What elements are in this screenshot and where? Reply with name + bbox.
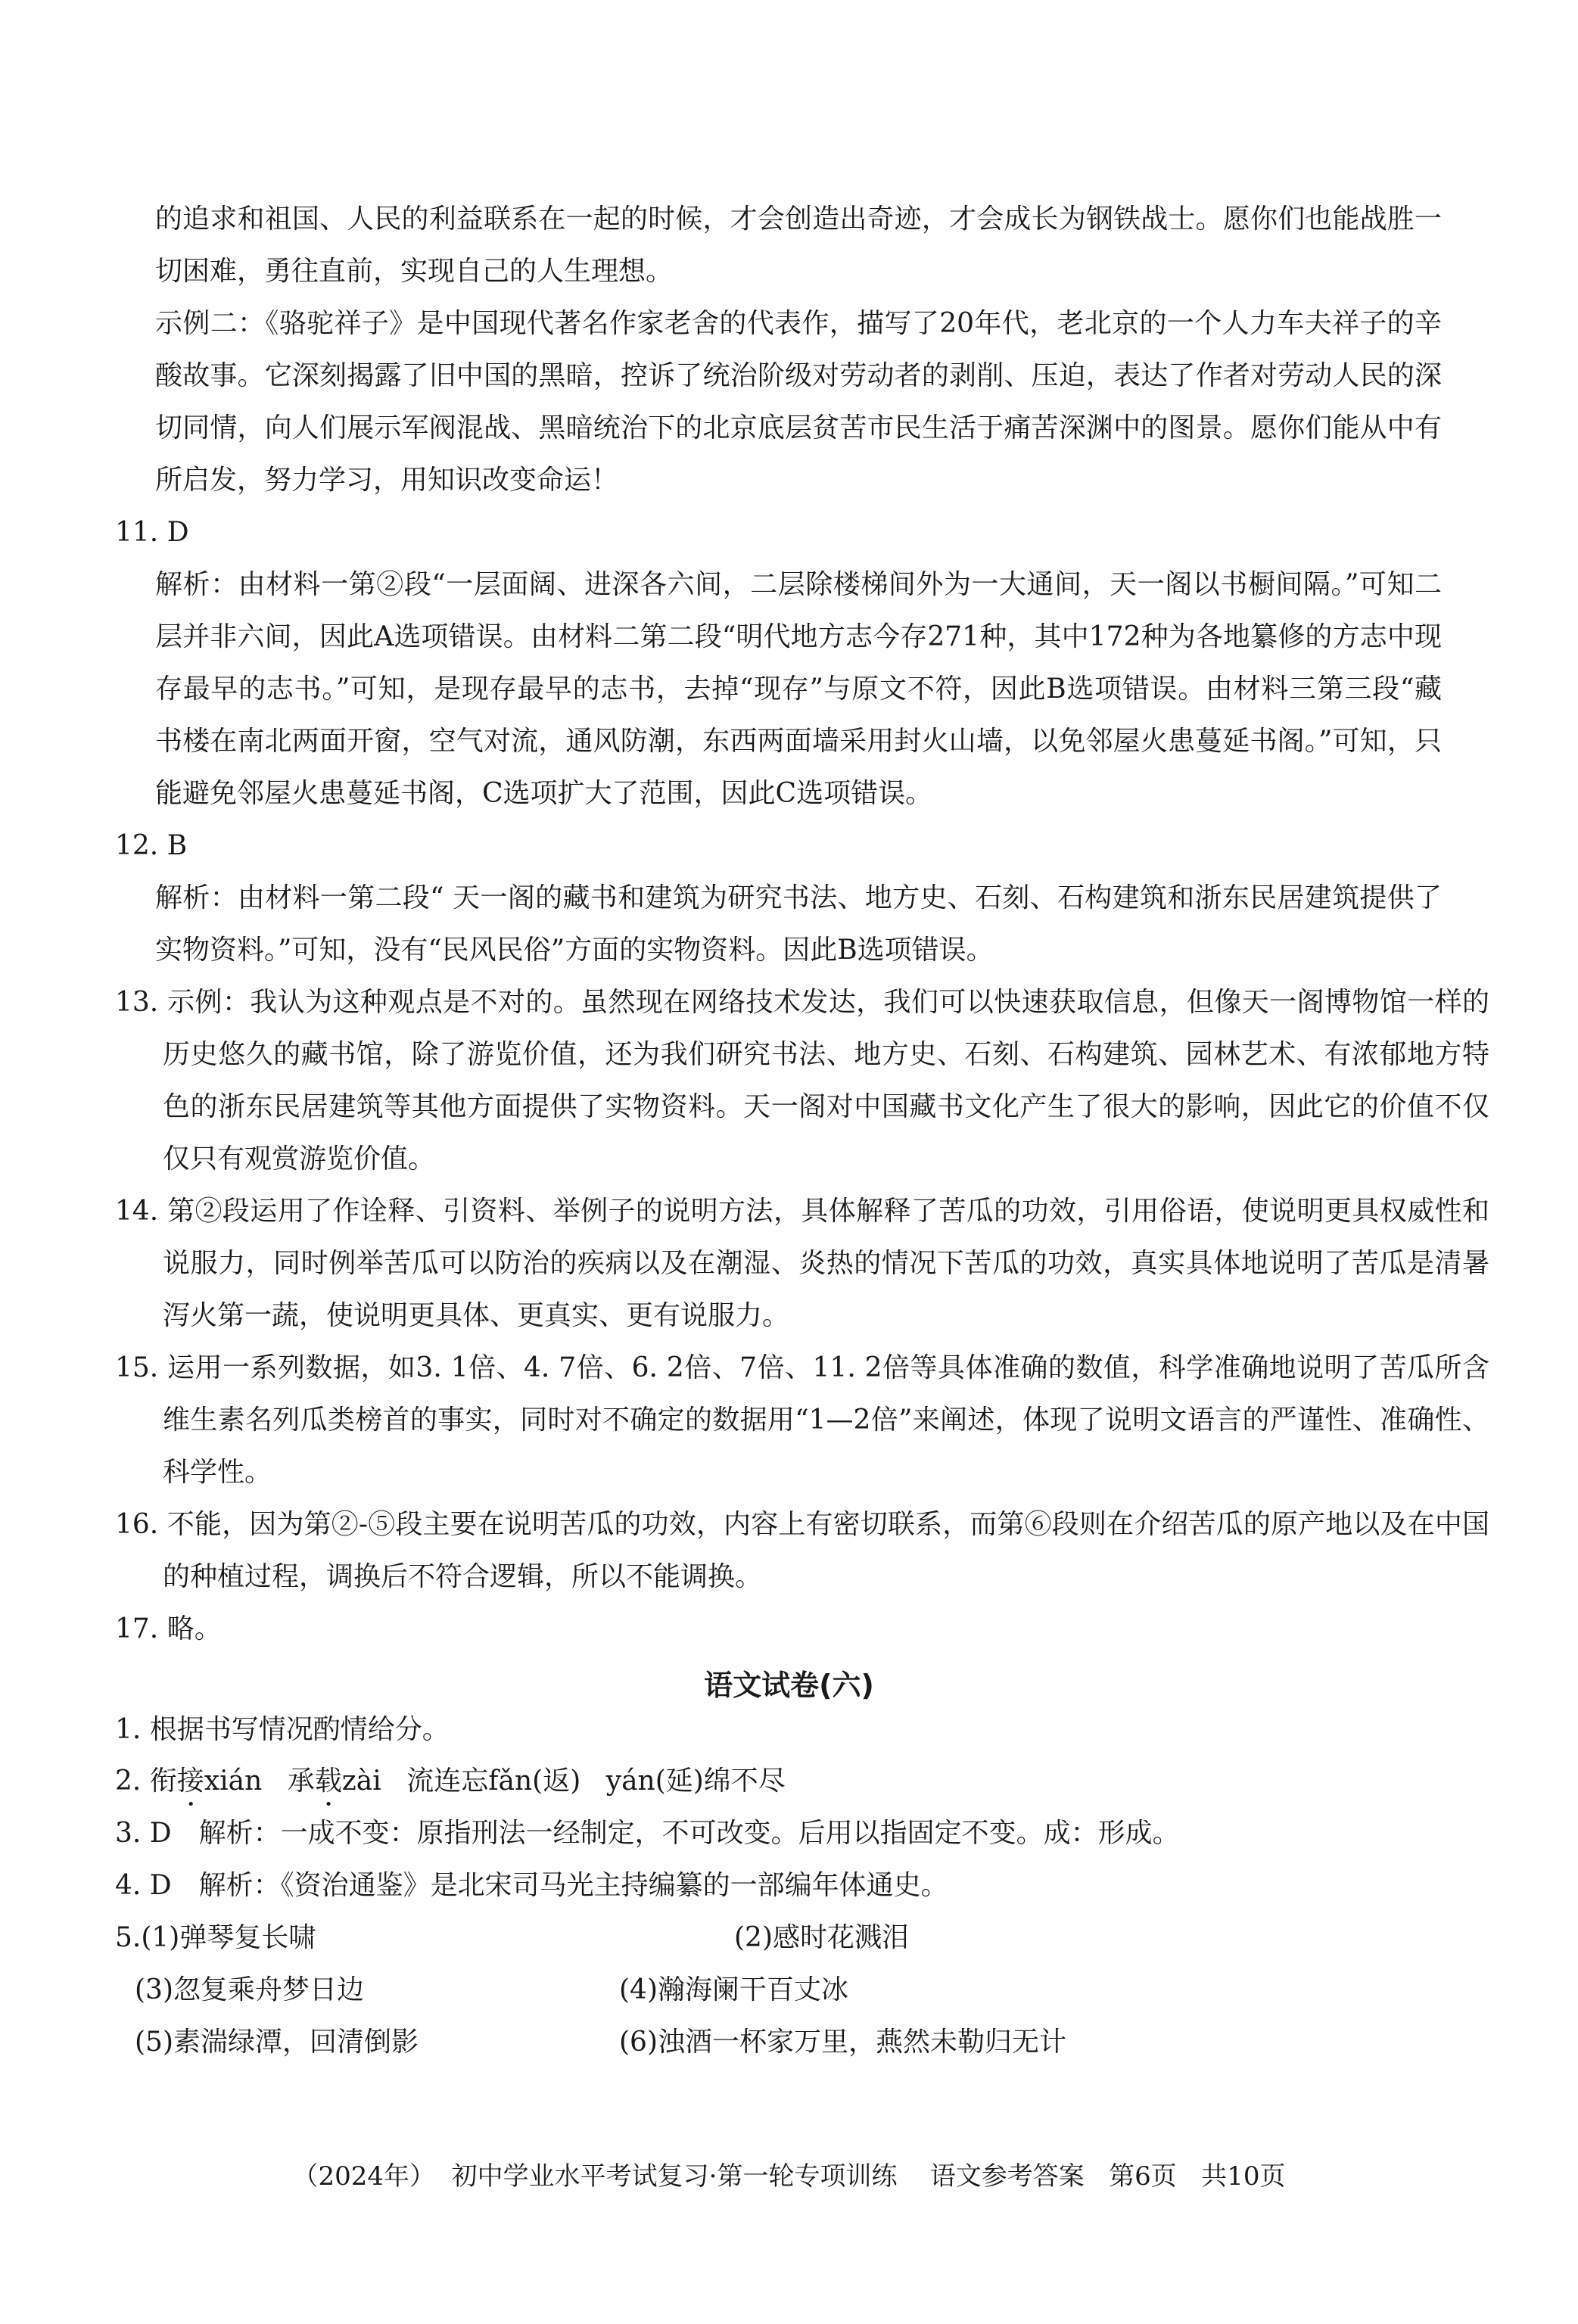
poem-line-4: (4)瀚海阑干百丈冰 — [619, 1974, 848, 2005]
s6-q2-word4: yán(延)绵不尽 — [605, 1766, 786, 1797]
intro-paragraph-1: 的追求和祖国、人民的利益联系在一起的时候，才会创造出奇迹，才会成长为钢铁战士。愿你们也能战胜一切困难，勇往直前，实现自己的人生理想。 — [155, 204, 1442, 287]
page-footer: （2024年） 初中学业水平考试复习·第一轮专项训练 语文参考答案 第6页 共10页 — [292, 2161, 1286, 2192]
s6-q5-row3 — [135, 2023, 1482, 2062]
q14-answer: 14. 第②段运用了作诠释、引资料、举例子的说明方法，具体解释了苦瓜的功效，引用俗语，使说明更具权威性和说服力，同时例举苦瓜可以防治的疾病以及在潮湿、炎热的情况下苦瓜的功效，真实具体地说明了苦瓜是清暑泻火第一蔬，使说明更具体、更真实、更有说服力。 — [115, 1196, 1489, 1331]
s6-q2-word1: 衔接xián — [149, 1766, 263, 1797]
s6-q3: 3. D 解析：一成不变：原指刑法一经制定，不可改变。后用以指固定不变。成：形成。 — [115, 1818, 1180, 1849]
s6-q5-row2 — [135, 1971, 1482, 2010]
s6-q5-row1 — [115, 1918, 1462, 1958]
q11-answer: 11. D — [115, 517, 189, 548]
s6-q2-num: 2. — [115, 1766, 142, 1797]
poem-line-3: (3)忽复乘舟梦日边 — [135, 1974, 364, 2005]
section-title: 语文试卷(六) — [704, 1669, 874, 1702]
poem-line-6: (6)浊酒一杯家万里，燕然未勒归无计 — [619, 2027, 1066, 2058]
s6-q2-word2: 承载zài — [287, 1766, 381, 1797]
q12-analysis: 解析：由材料一第二段“ 天一阁的藏书和建筑为研究书法、地方史、石刻、石构建筑和浙东民居建筑提供了实物资料。”可知，没有“民风民俗”方面的实物资料。因此B选项错误。 — [155, 882, 1442, 966]
q13-answer: 13. 示例：我认为这种观点是不对的。虽然现在网络技术发达，我们可以快速获取信息，但像天一阁博物馆一样的历史悠久的藏书馆，除了游览价值，还为我们研究书法、地方史、石刻、石构建筑、园林艺术、有浓郁地方特色的浙东民居建筑等其他方面提供了实物资料。天一阁对中国藏书文化产生了很大的影响，因此它的价值不仅仅只有观赏游览价值。 — [115, 987, 1489, 1174]
s6-q2 — [115, 1762, 1462, 1812]
q15-answer: 15. 运用一系列数据，如3. 1倍、4. 7倍、6. 2倍、7倍、11. 2倍等具体准确的数值，科学准确地说明了苦瓜所含维生素名列瓜类榜首的事实，同时对不确定的数据用“1—2倍”来阐述，体现了说明文语言的严谨性、准确性、科学性。 — [115, 1352, 1489, 1488]
q12-answer: 12. B — [115, 830, 188, 861]
q17-answer: 17. 略。 — [115, 1613, 222, 1644]
poem-line-5: (5)素湍绿潭，回清倒影 — [135, 2027, 419, 2058]
poem-line-2: (2)感时花溅泪 — [734, 1922, 909, 1953]
s6-q1: 1. 根据书写情况酌情给分。 — [115, 1714, 450, 1745]
intro-paragraph-2: 示例二：《骆驼祥子》是中国现代著名作家老舍的代表作，描写了20年代，老北京的一个人力车夫祥子的辛酸故事。它深刻揭露了旧中国的黑暗，控诉了统治阶级对劳动者的剥削、压迫，表达了作者对劳动人民的深切同情，向人们展示军阀混战、黑暗统治下的北京底层贫苦市民生活于痛苦深渊中的图景。愿你们能从中有所启发，努力学习，用知识改变命运！ — [155, 308, 1442, 496]
emphasis-dot-char: 载 — [314, 1766, 342, 1797]
s6-q4: 4. D 解析：《资治通鉴》是北宋司马光主持编纂的一部编年体通史。 — [115, 1870, 948, 1901]
q11-analysis: 解析：由材料一第②段“一层面阔、进深各六间，二层除楼梯间外为一大通间，天一阁以书橱间隔。”可知二层并非六间，因此A选项错误。由材料二第二段“明代地方志今存271种，其中172种为各地纂修的方志中现存最早的志书。”可知，是现存最早的志书，去掉“现存”与原文不符，因此B选项错误。由材料三第三段“藏书楼在南北两面开窗，空气对流，通风防潮，东西两面墙采用封火山墙，以免邻屋火患蔓延书阁。”可知，只能避免邻屋火患蔓延书阁，C选项扩大了范围，因此C选项错误。 — [155, 569, 1442, 809]
poem-line-1: (1)弹琴复长啸 — [141, 1922, 316, 1953]
q16-answer: 16. 不能，因为第②-⑤段主要在说明苦瓜的功效，内容上有密切联系，而第⑥段则在介绍苦瓜的原产地以及在中国的种植过程，调换后不符合逻辑，所以不能调换。 — [115, 1509, 1489, 1592]
s6-q5-num: 5. — [115, 1922, 142, 1953]
emphasis-dot-char: 接 — [176, 1766, 204, 1797]
s6-q2-word3: 流连忘fǎn(返) — [406, 1766, 581, 1797]
